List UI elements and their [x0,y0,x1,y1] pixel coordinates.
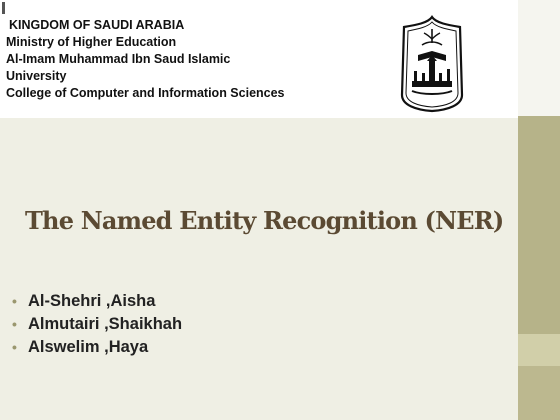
bullet-icon: • [12,316,17,332]
list-item [12,290,182,313]
author-name: Alswelim ,Haya [28,338,149,356]
bullet-icon: • [12,293,17,309]
corner-mark [2,2,5,14]
side-stripe [518,0,560,116]
bullet-icon: • [12,339,17,355]
author-name: Almutairi ,Shaikhah [28,315,183,333]
side-stripe [518,334,560,366]
list-item [12,313,182,336]
slide-title: The Named Entity Recognition (NER) [25,206,504,235]
side-stripe [518,366,560,420]
header-line: University [6,69,67,83]
header-line: Al-Imam Muhammad Ibn Saud Islamic [6,52,231,66]
header-line: College of Computer and Information Sciences [6,86,285,100]
header-line: Ministry of Higher Education [6,35,177,49]
institution-header [6,17,336,102]
header-line: KINGDOM OF SAUDI ARABIA [9,18,185,32]
list-item [12,336,182,359]
author-name: Al-Shehri ,Aisha [28,292,156,310]
author-list [12,290,182,359]
university-emblem-icon [398,15,466,113]
side-stripe [518,116,560,334]
